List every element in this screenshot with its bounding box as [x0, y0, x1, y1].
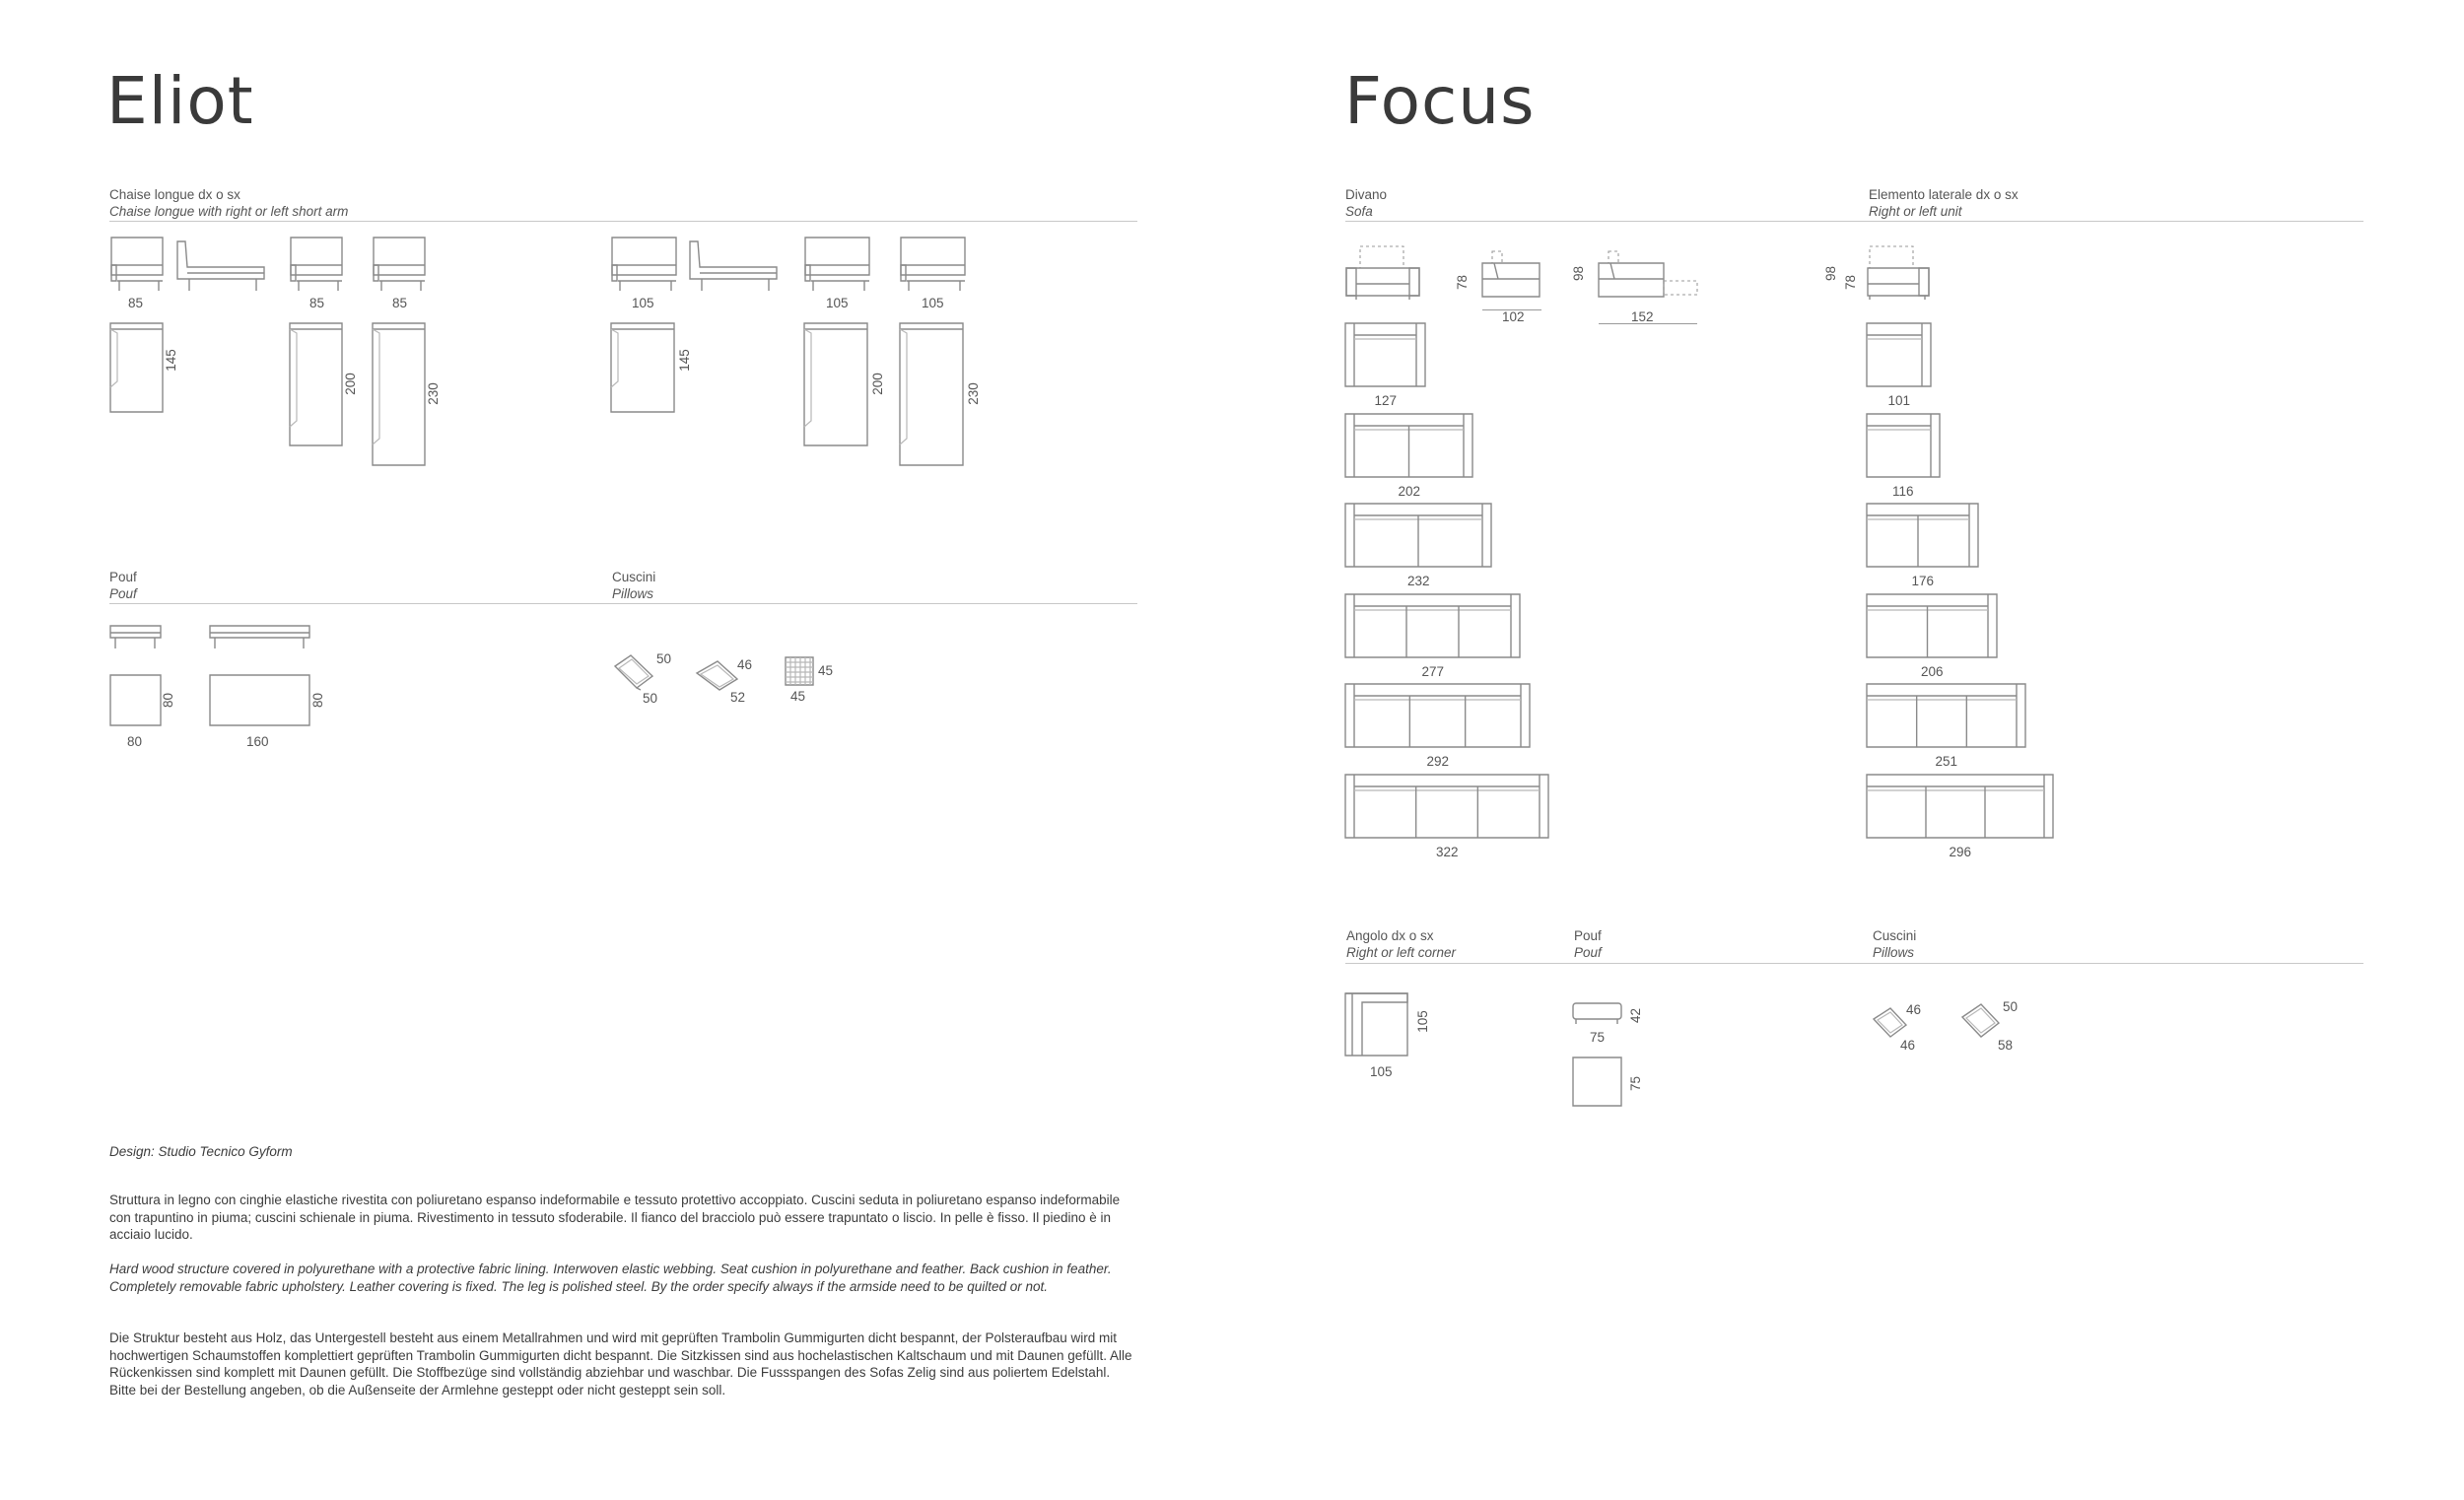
- focus-pouf-header: [1574, 927, 1602, 961]
- chaise-width: 85: [128, 296, 144, 310]
- focus-title: Focus: [1344, 63, 1536, 139]
- pouf-width: 160: [246, 734, 269, 749]
- pouf-label-en: Pouf: [109, 586, 137, 601]
- laterale-plan-2: [1866, 413, 1943, 480]
- description-it: Struttura in legno con cinghie elastiche rivestita con poliuretano espanso indeformabile e tessuto protettivo accoppiato. Cuscini seduta in poliuretano espanso indeformabile con trapuntino in piuma; cuscini schienale in piuma. Rivestimento in tessuto sfoderabile. Il fianco del bracciolo può essere trapuntato o liscio. In pelle è fisso. Il piedino è in acciaio lucido.: [109, 1193, 1121, 1242]
- laterale-width-label: 296: [1949, 844, 1972, 859]
- chaise-plan-4: [610, 322, 677, 415]
- laterale-plan-4: [1866, 593, 2000, 660]
- laterale-height: 98: [1823, 265, 1839, 282]
- angolo-label-en: Right or left corner: [1346, 945, 1457, 960]
- focus-cuscini-label-it: Cuscini: [1873, 928, 1917, 943]
- chaise-depth: 230: [425, 382, 441, 405]
- divano-plan-5: [1344, 683, 1533, 750]
- focus-cuscini-label-en: Pillows: [1873, 945, 1915, 960]
- chaise-width: 105: [922, 296, 944, 310]
- pouf-depth: 80: [310, 692, 326, 709]
- focus-pillow-dim: 46: [1906, 1002, 1922, 1017]
- chaise-plan-6: [899, 322, 966, 468]
- pillow-dim: 52: [730, 690, 746, 705]
- chaise-depth: 145: [163, 349, 178, 372]
- focus-top-rule: [1345, 221, 2363, 222]
- chaise-front-4: [610, 236, 677, 297]
- divano-width-label: 292: [1426, 754, 1450, 769]
- eliot-pouf-rule: [109, 603, 1137, 604]
- eliot-pillow-2: [694, 657, 741, 693]
- eliot-pouf-small-plan: [109, 674, 163, 727]
- focus-pillow-dim: 46: [1900, 1038, 1916, 1053]
- chaise-front-1: [109, 236, 164, 297]
- focus-pouf-depth: 75: [1628, 1075, 1644, 1092]
- divano-width-label: 127: [1374, 393, 1398, 408]
- laterale-width-label: 101: [1887, 393, 1911, 408]
- divano-plan-1: [1344, 322, 1428, 389]
- pillow-dim: 45: [790, 689, 806, 704]
- laterale-height: 78: [1843, 274, 1859, 291]
- divano-side-depth: 102: [1502, 309, 1525, 324]
- laterale-plan-1: [1866, 322, 1934, 389]
- focus-pouf-label-en: Pouf: [1574, 945, 1602, 960]
- angolo-label-it: Angolo dx o sx: [1346, 928, 1434, 943]
- divano-plan-6: [1344, 774, 1551, 841]
- chaise-label-en: Chaise longue with right or left short arm: [109, 204, 349, 219]
- chaise-plan-2: [289, 322, 344, 448]
- divano-recliner-depth: 152: [1631, 309, 1654, 324]
- angolo-depth: 105: [1414, 1010, 1430, 1033]
- chaise-front-6: [899, 236, 966, 297]
- divano-plan-2: [1344, 413, 1475, 480]
- chaise-width: 85: [309, 296, 325, 310]
- eliot-cuscini-header: [612, 569, 655, 602]
- divano-front: [1344, 244, 1421, 304]
- pouf-label-it: Pouf: [109, 570, 137, 584]
- chaise-plan-3: [372, 322, 427, 468]
- laterale-width-label: 176: [1911, 574, 1935, 588]
- eliot-chaise-rule: [109, 221, 1137, 222]
- divano-width-label: 277: [1421, 663, 1445, 679]
- eliot-pillow-3: [785, 656, 816, 688]
- laterale-front: [1866, 244, 1931, 304]
- chaise-depth: 200: [342, 373, 358, 395]
- divano-plan-4: [1344, 593, 1523, 660]
- focus-pouf-width: 75: [1590, 1030, 1606, 1045]
- divano-height: 98: [1571, 265, 1587, 282]
- description-en: Hard wood structure covered in polyurethane with a protective fabric lining. Interwoven elastic webbing. Seat cushion in polyurethane and feather. Back cushion in feather. Completely removable fabric upholstery. Leather covering is fixed. The leg is polished steel. By the order specify always if the armside need to be quilted or not.: [109, 1261, 1112, 1294]
- eliot-pouf-small-front: [109, 625, 163, 654]
- chaise-depth: 200: [869, 373, 885, 395]
- eliot-pouf-header: [109, 569, 137, 602]
- chaise-plan-1: [109, 322, 165, 415]
- eliot-chaise-header: [109, 186, 348, 220]
- divano-side-recliner: [1595, 249, 1699, 303]
- focus-pouf-height: 42: [1628, 1007, 1644, 1024]
- angolo-width: 105: [1370, 1064, 1393, 1079]
- divano-height: 78: [1455, 274, 1471, 291]
- focus-laterale-header: [1869, 186, 2019, 220]
- pillow-dim: 45: [818, 663, 834, 678]
- divano-width-label: 322: [1436, 844, 1459, 859]
- pouf-width: 80: [127, 734, 143, 749]
- focus-pillow-2: [1959, 1001, 2003, 1041]
- focus-pouf-label-it: Pouf: [1574, 928, 1602, 943]
- eliot-pouf-large-front: [209, 625, 311, 654]
- chaise-front-5: [803, 236, 870, 297]
- chaise-depth: 145: [676, 349, 692, 372]
- divano-width-label: 232: [1407, 574, 1430, 588]
- cuscini-label-en: Pillows: [612, 586, 654, 601]
- chaise-width: 105: [826, 296, 849, 310]
- chaise-plan-5: [803, 322, 870, 448]
- pillow-dim: 50: [656, 651, 672, 666]
- eliot-title: Eliot: [106, 63, 254, 139]
- divano-plan-3: [1344, 503, 1494, 570]
- laterale-label-en: Right or left unit: [1869, 204, 1962, 219]
- laterale-label-it: Elemento laterale dx o sx: [1869, 187, 2019, 202]
- divano-label-en: Sofa: [1345, 204, 1373, 219]
- focus-cuscini-header: [1873, 927, 1916, 961]
- angolo-plan: [1344, 992, 1409, 1057]
- chaise-side-2: [688, 238, 782, 297]
- laterale-width-label: 251: [1935, 754, 1958, 769]
- cuscini-label-it: Cuscini: [612, 570, 656, 584]
- chaise-depth: 230: [965, 382, 981, 405]
- chaise-width: 85: [392, 296, 408, 310]
- chaise-side-1: [175, 238, 269, 297]
- pillow-dim: 46: [737, 657, 753, 672]
- chaise-front-3: [372, 236, 426, 297]
- focus-pillow-1: [1871, 1005, 1910, 1041]
- laterale-plan-6: [1866, 774, 2056, 841]
- laterale-width-label: 116: [1892, 483, 1914, 499]
- divano-side: [1478, 249, 1543, 303]
- chaise-width: 105: [632, 296, 654, 310]
- laterale-width-label: 206: [1921, 663, 1944, 679]
- focus-angolo-header: [1346, 927, 1456, 961]
- laterale-plan-3: [1866, 503, 1981, 570]
- eliot-pillow-1: [611, 652, 656, 692]
- focus-divano-header: [1345, 186, 1387, 220]
- focus-pouf-front: [1572, 1002, 1623, 1028]
- divano-width-label: 202: [1398, 483, 1421, 499]
- description-de: Die Struktur besteht aus Holz, das Untergestell besteht aus einem Metallrahmen und wird mit geprüften Trambolin Gummigurten dicht bespannt, der Polsteraufbau wird mit hochwertigen Schaumstoffen komplettiert geprüften Trambolin Gummigurten dicht bespannt. Die Sitzkissen sind aus hochelastischen Kaltschaum und mit Daunen gefüllt. Alle Rückenkissen sind komplett mit Daunen gefüllt. Die Stoffbezüge sind vollständig abziehbar und waschbar. Die Fussspangen des Sofas Zelig sind aus poliertem Edelstahl. Bitte bei der Bestellung angeben, ob die Außenseite der Armlehne gesteppt oder nicht gesteppt sein soll.: [109, 1330, 1132, 1398]
- design-credit: Design: Studio Tecnico Gyform: [109, 1144, 293, 1159]
- focus-pillow-dim: 50: [2003, 999, 2019, 1014]
- chaise-label-it: Chaise longue dx o sx: [109, 187, 240, 202]
- focus-pillow-dim: 58: [1998, 1038, 2014, 1053]
- laterale-plan-5: [1866, 683, 2028, 750]
- divano-label-it: Divano: [1345, 187, 1388, 202]
- pouf-depth: 80: [161, 692, 176, 709]
- focus-bottom-rule: [1345, 963, 2363, 964]
- pillow-dim: 50: [643, 691, 658, 706]
- chaise-front-2: [289, 236, 343, 297]
- eliot-pouf-large-plan: [209, 674, 311, 727]
- focus-pouf-plan: [1572, 1057, 1623, 1108]
